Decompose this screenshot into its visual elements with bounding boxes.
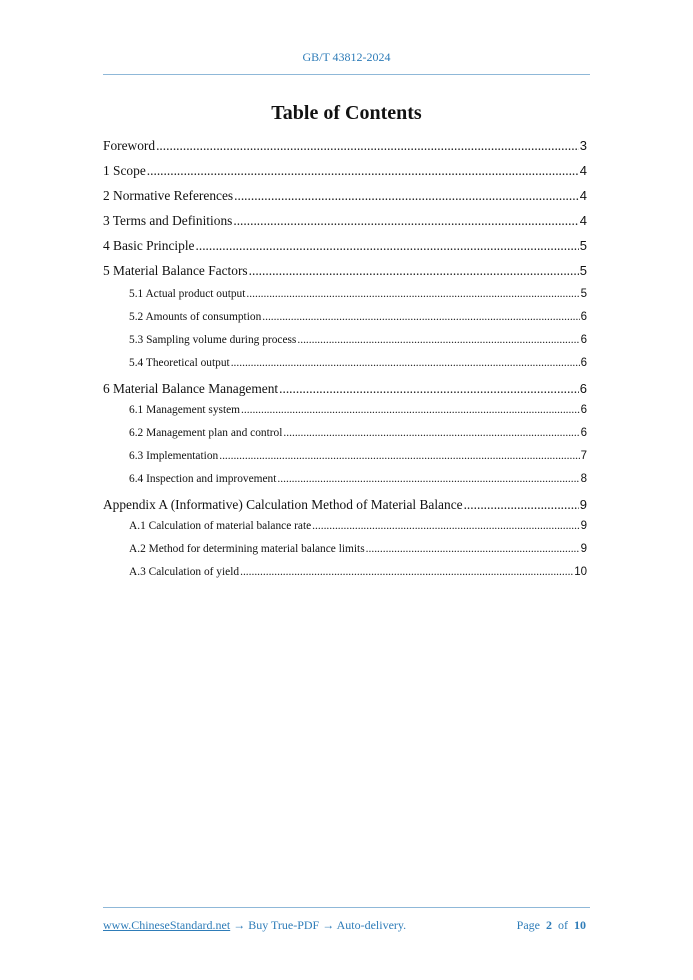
website-link[interactable]: www.ChineseStandard.net [103, 918, 231, 932]
toc-leader-dots [219, 450, 579, 462]
footer-left [103, 918, 406, 933]
toc-entry[interactable] [129, 288, 587, 300]
toc-leader-dots [277, 473, 579, 485]
toc-entry-page: 6 [580, 357, 587, 369]
toc-entry[interactable] [103, 238, 587, 254]
toc-entry-label: 5.2 Amounts of consumption [129, 311, 262, 323]
toc-leader-dots [241, 404, 580, 416]
toc-leader-dots [147, 163, 579, 179]
toc-entry-page: 6 [580, 427, 587, 439]
toc-leader-dots [156, 138, 579, 154]
toc-entry[interactable] [103, 138, 587, 154]
toc-entry[interactable] [129, 566, 587, 578]
toc-entry-label: 5 Material Balance Factors [103, 263, 248, 278]
toc-leader-dots [234, 188, 579, 204]
toc-entry-page: 5 [579, 263, 587, 278]
total-pages: 10 [574, 918, 586, 932]
toc-leader-dots [196, 238, 579, 254]
toc-entry-page: 10 [574, 566, 587, 578]
toc-entry-label: Foreword [103, 138, 156, 153]
toc-entry[interactable] [103, 263, 587, 279]
toc-entry[interactable] [103, 381, 587, 397]
delivery-text: Auto-delivery. [336, 918, 407, 932]
toc-entry-page: 9 [579, 497, 587, 512]
standard-code: GB/T 43812-2024 [302, 50, 391, 64]
toc-leader-dots [246, 288, 579, 300]
toc-leader-dots [262, 311, 579, 323]
toc-entry[interactable] [129, 404, 587, 416]
toc-entry-label: 5.3 Sampling volume during process [129, 334, 297, 346]
toc-entry[interactable] [129, 311, 587, 323]
toc-entry-label: 6.4 Inspection and improvement [129, 473, 277, 485]
toc-leader-dots [464, 497, 579, 513]
toc-entry-page: 4 [579, 188, 587, 203]
toc-leader-dots [231, 357, 580, 369]
toc-entry-page: 6 [580, 311, 587, 323]
toc-entry[interactable] [103, 497, 587, 513]
toc-entry[interactable] [129, 520, 587, 532]
of-word: of [558, 918, 568, 932]
toc-entry-label: A.3 Calculation of yield [129, 566, 240, 578]
toc-entry-label: 6.3 Implementation [129, 450, 219, 462]
toc-entry-page: 9 [580, 543, 587, 555]
toc-entry[interactable] [129, 357, 587, 369]
page-header [103, 50, 590, 75]
toc-entry-label: 6.2 Management plan and control [129, 427, 283, 439]
toc-leader-dots [233, 213, 578, 229]
page-number [517, 918, 586, 933]
toc-leader-dots [366, 543, 580, 555]
current-page: 2 [546, 918, 552, 932]
toc-entry-page: 5 [579, 238, 587, 253]
toc-entry-page: 4 [579, 163, 587, 178]
toc-leader-dots [283, 427, 579, 439]
buy-pdf-text: Buy True-PDF [248, 918, 320, 932]
toc-entry-page: 9 [580, 520, 587, 532]
toc-entry-label: 2 Normative References [103, 188, 234, 203]
toc-entry-label: Appendix A (Informative) Calculation Method of Material Balance [103, 497, 463, 512]
toc-entry[interactable] [129, 427, 587, 439]
page-footer [103, 907, 590, 936]
toc-leader-dots [312, 520, 579, 532]
toc-entry-label: 6.1 Management system [129, 404, 241, 416]
toc-entry-label: 4 Basic Principle [103, 238, 195, 253]
toc-entry-page: 6 [580, 404, 587, 416]
toc-leader-dots [279, 381, 579, 397]
arrow-icon: → [233, 918, 246, 932]
toc-entry[interactable] [103, 188, 587, 204]
page-word: Page [516, 918, 540, 932]
toc-entry-label: 5.4 Theoretical output [129, 357, 230, 369]
toc-entry-page: 7 [580, 450, 587, 462]
toc-entry-label: 6 Material Balance Management [103, 381, 279, 396]
toc-entry-page: 6 [579, 381, 587, 396]
toc-entry-label: 1 Scope [103, 163, 146, 178]
toc-entry[interactable] [129, 334, 587, 346]
toc-entry-page: 6 [580, 334, 587, 346]
toc-entry-page: 5 [580, 288, 587, 300]
toc-entry-label: 3 Terms and Definitions [103, 213, 233, 228]
toc-entry[interactable] [103, 163, 587, 179]
toc-entry-page: 4 [579, 213, 587, 228]
toc-entry[interactable] [129, 473, 587, 485]
toc-entry-label: A.2 Method for determining material balance limits [129, 543, 365, 555]
toc-leader-dots [249, 263, 579, 279]
toc-entry-page: 3 [579, 138, 587, 153]
toc-entry-page: 8 [580, 473, 587, 485]
toc-entry[interactable] [129, 543, 587, 555]
arrow-icon: → [322, 918, 335, 932]
toc-entry[interactable] [129, 450, 587, 462]
toc-leader-dots [240, 566, 573, 578]
page-title: Table of Contents [271, 102, 422, 124]
toc-leader-dots [297, 334, 579, 346]
toc-entry-label: 5.1 Actual product output [129, 288, 246, 300]
toc-entry[interactable] [103, 213, 587, 229]
toc-entry-label: A.1 Calculation of material balance rate [129, 520, 312, 532]
